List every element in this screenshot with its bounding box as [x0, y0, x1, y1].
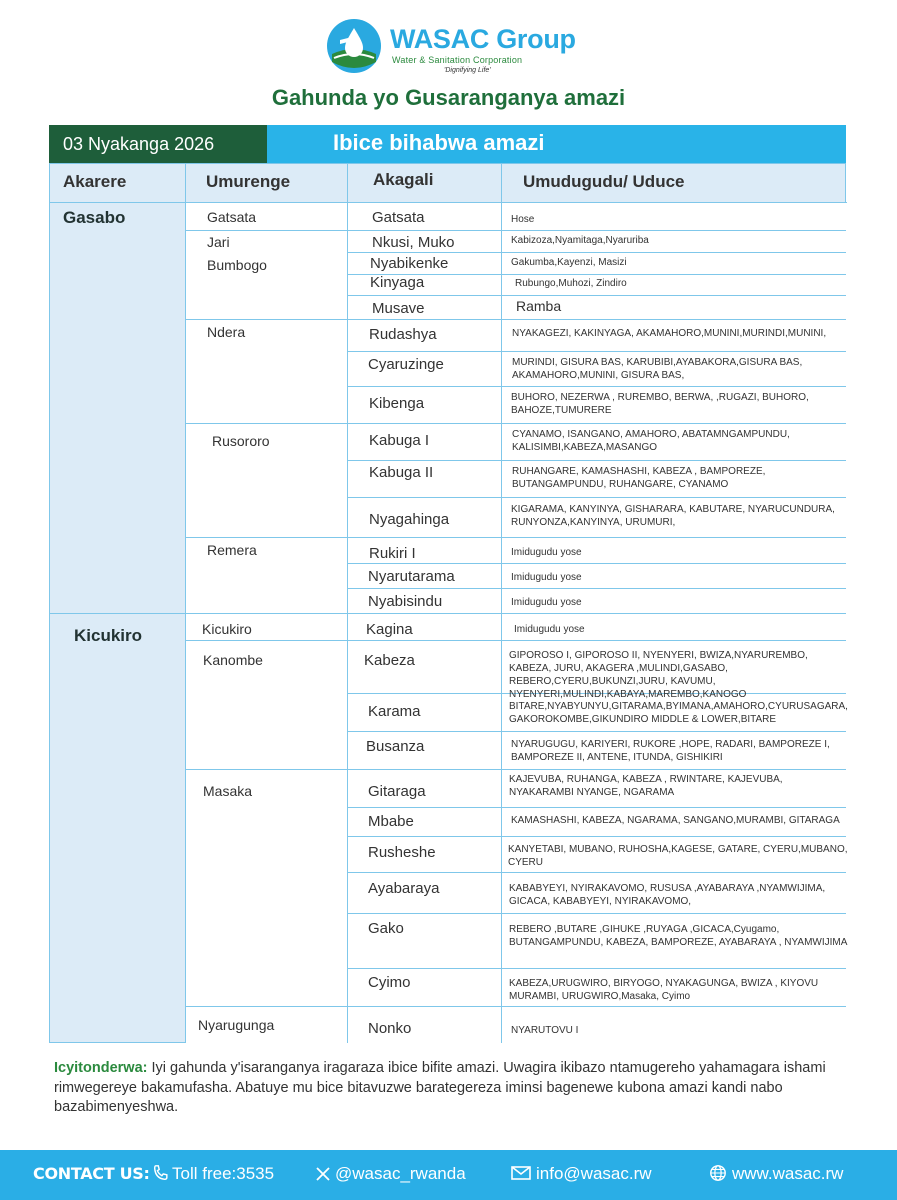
cell-name: Cyimo — [368, 974, 411, 991]
village-list: KAJEVUBA, RUHANGA, KABEZA , RWINTARE, KAJEVUBA, NYAKARAMBI NYANGE, NGARAMA — [509, 774, 783, 798]
cell-name: Rukiri I — [369, 545, 416, 562]
village-list: Imidugudu yose — [511, 597, 582, 608]
sector-cell: Nyarugunga — [198, 1017, 275, 1033]
cell-name: Rudashya — [369, 326, 437, 343]
header-district: Akarere — [63, 172, 127, 191]
village-list: KABEZA,URUGWIRO, BIRYOGO, NYAKAGUNGA, BWIZA , KIYOVU MURAMBI, URUGWIRO,Masaka, Cyimo — [509, 978, 819, 1002]
toll-free-number[interactable]: Toll free:3535 — [172, 1164, 275, 1183]
water-drop-logo-icon — [326, 18, 382, 74]
village-list: Gakumba,Kayenzi, Masizi — [511, 257, 627, 268]
cell-name: Gako — [368, 920, 404, 937]
sector-cell: Gatsata — [207, 209, 257, 225]
village-list: Kabizoza,Nyamitaga,Nyaruriba — [511, 235, 649, 246]
village-list: Ramba — [516, 298, 562, 314]
sector-cell: Bumbogo — [207, 257, 267, 273]
cell-name: Mbabe — [368, 813, 414, 830]
cell-name: Gitaraga — [368, 783, 426, 800]
cell-name: Ayabaraya — [368, 880, 440, 897]
cell-name: Gatsata — [372, 209, 425, 226]
distribution-table — [49, 163, 846, 1043]
globe-icon — [709, 1164, 727, 1182]
sector-cell: Masaka — [203, 783, 253, 799]
website-link[interactable]: www.wasac.rw — [732, 1164, 844, 1183]
contact-footer — [0, 1150, 897, 1200]
village-list: Imidugudu yose — [511, 547, 582, 558]
banner-heading: Ibice bihabwa amazi — [267, 125, 846, 163]
sector-cell: Kicukiro — [202, 621, 252, 637]
cell-name: Nyagahinga — [369, 511, 450, 528]
village-list: BITARE,NYABYUNYU,GITARAMA,BYIMANA,AMAHORO,CYURUSAGARA, GAKOROKOMBE,GIKUNDIRO MIDDLE & LOWER,BITARE — [509, 701, 848, 725]
village-list: KABABYEYI, NYIRAKAVOMO, RUSUSA ,AYABARAYA ,NYAMWIJIMA, GICACA, KABABYEYI, NYIRAKAVOMO, — [509, 883, 826, 907]
sector-cell: Remera — [207, 542, 257, 558]
cell-name: Musave — [372, 300, 425, 317]
brand-name: WASAC Group — [390, 24, 576, 54]
note-label: Icyitonderwa: — [54, 1060, 148, 1076]
village-list: KIGARAMA, KANYINYA, GISHARARA, KABUTARE, NYARUCUNDURA, RUNYONZA,KANYINYA, URUMURI, — [511, 504, 835, 528]
email-address[interactable]: info@wasac.rw — [536, 1164, 652, 1183]
email-icon — [511, 1164, 531, 1182]
village-list: MURINDI, GISURA BAS, KARUBIBI,AYABAKORA,GISURA BAS, AKAMAHORO,MUNINI, GISURA BAS, — [512, 357, 803, 381]
village-list: Imidugudu yose — [511, 572, 582, 583]
village-list: NYAKAGEZI, KAKINYAGA, AKAMAHORO,MUNINI,MURINDI,MUNINI, — [512, 328, 827, 339]
village-list: Hose — [511, 214, 535, 225]
village-list: KAMASHASHI, KABEZA, NGARAMA, SANGANO,MURAMBI, GITARAGA — [511, 815, 840, 826]
note-text: Iyi gahunda y'isaranganya iragaraza ibice bifite amazi. Uwagira ikibazo ntamugereho yahamagara ishami rimwegereye bakamufasha. Abatuye mu bice bitavuzwe barategereza iminsi bagenewe kubona amazi kandi nabo bazabimenyeshwa. — [54, 1060, 826, 1115]
village-list: Imidugudu yose — [514, 624, 585, 635]
page-title: Gahunda yo Gusaranganya amazi — [271, 85, 626, 110]
cell-name: Kabuga II — [369, 464, 434, 481]
district-kicukiro: Kicukiro — [74, 626, 143, 645]
header-cell: Akagali — [373, 170, 434, 189]
note-paragraph — [54, 1059, 854, 1118]
social-handle[interactable]: @wasac_rwanda — [335, 1164, 466, 1183]
district-gasabo: Gasabo — [63, 208, 126, 227]
cell-name: Kinyaga — [370, 274, 425, 291]
sector-cell: Ndera — [207, 324, 246, 340]
village-list: KANYETABI, MUBANO, RUHOSHA,KAGESE, GATARE, CYERU,MUBANO, CYERU — [508, 844, 848, 868]
village-list: NYARUGUGU, KARIYERI, RUKORE ,HOPE, RADARI, BAMPOREZE I, BAMPOREZE II, ANTENE, ITUNDA, GISHIKIRI — [511, 739, 830, 763]
cell-name: Karama — [368, 703, 421, 720]
cell-name: Nyarutarama — [368, 568, 455, 585]
village-list: CYANAMO, ISANGANO, AMAHORO, ABATAMNGAMPUNDU, KALISIMBI,KABEZA,MASANGO — [512, 429, 790, 453]
sector-cell: Rusororo — [212, 433, 270, 449]
village-list: BUHORO, NEZERWA , RUREMBO, BERWA, ,RUGAZI, BUHORO, BAHOZE,TUMURERE — [511, 392, 809, 416]
wasac-logo — [326, 18, 586, 78]
date-label: 03 Nyakanga 2026 — [49, 125, 267, 163]
contact-label: CONTACT US: — [33, 1164, 150, 1183]
village-list: RUHANGARE, KAMASHASHI, KABEZA , BAMPOREZE, BUTANGAMPUNDU, RUHANGARE, CYANAMO — [512, 466, 766, 490]
cell-name: Kabuga I — [369, 432, 430, 449]
cell-name: Nonko — [368, 1020, 412, 1037]
cell-name: Kabeza — [364, 652, 415, 669]
brand-tagline: 'Dignifying Life' — [444, 67, 491, 74]
cell-name: Kagina — [366, 621, 413, 638]
sector-cell: Jari — [207, 234, 230, 250]
village-list: NYARUTOVU I — [511, 1025, 579, 1036]
cell-name: Cyaruzinge — [368, 356, 444, 373]
cell-name: Busanza — [366, 738, 425, 755]
cell-name: Nkusi, Muko — [372, 234, 455, 251]
brand-subtitle: Water & Sanitation Corporation — [392, 55, 523, 65]
header-sector: Umurenge — [206, 172, 291, 191]
x-twitter-icon — [316, 1167, 330, 1181]
village-list: Rubungo,Muhozi, Zindiro — [515, 278, 627, 289]
cell-name: Nyabisindu — [368, 593, 443, 610]
village-list: REBERO ,BUTARE ,GIHUKE ,RUYAGA ,GICACA,Cyugamo, BUTANGAMPUNDU, KABEZA, BAMPOREZE, AYABARAYA , NYAMWIJIMA — [509, 924, 848, 948]
cell-name: Kibenga — [369, 395, 425, 412]
phone-icon — [152, 1164, 170, 1182]
header-village: Umudugudu/ Uduce — [523, 172, 685, 191]
cell-name: Rusheshe — [368, 844, 436, 861]
village-list: GIPOROSO I, GIPOROSO II, NYENYERI, BWIZA,NYARUREMBO, KABEZA, JURU, AKAGERA ,MULINDI,GASABO, REBERO,CYERU,BUKUNZI,JURU, KAVUMU, NYENYERI,MULINDI,KABAYA,MAREMBO,KANOGO — [509, 650, 808, 700]
sector-cell: Kanombe — [203, 652, 263, 668]
cell-name: Nyabikenke — [370, 255, 449, 272]
